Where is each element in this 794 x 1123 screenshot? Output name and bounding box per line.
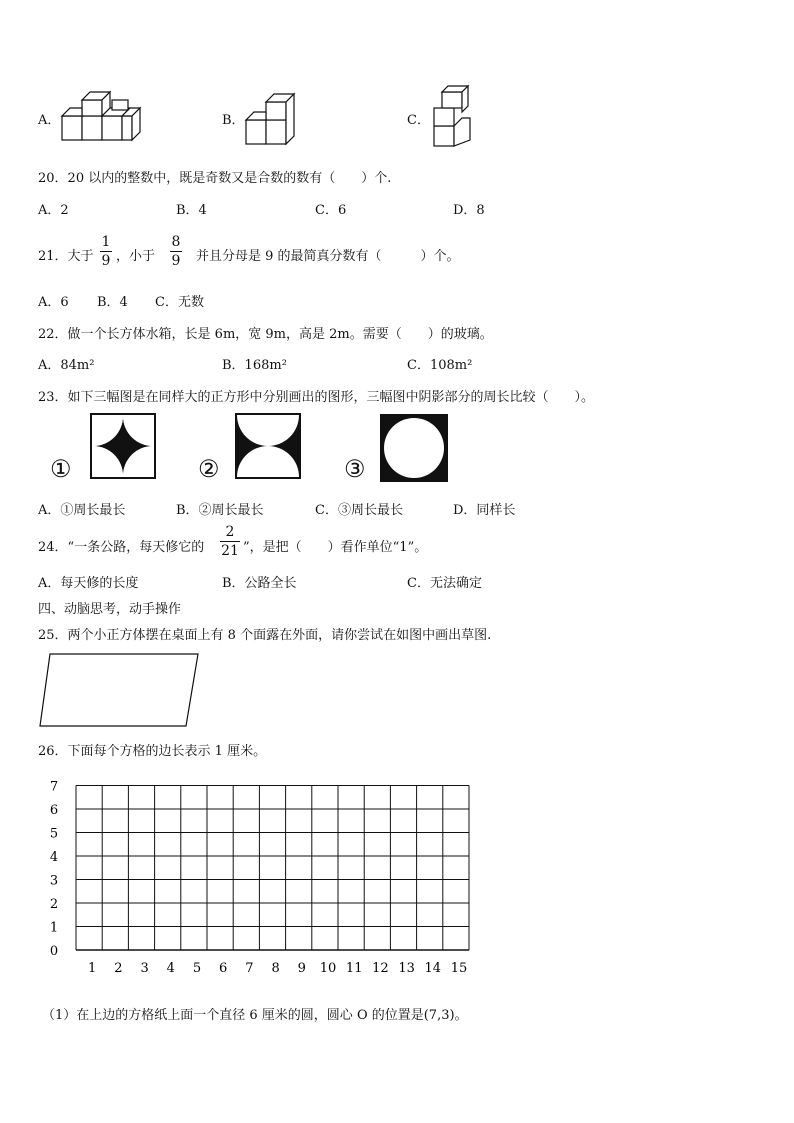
q21-option-c: C．无数 xyxy=(155,295,204,310)
x-axis-tick-label: 1 xyxy=(88,961,97,976)
q24-fraction-numerator: 2 xyxy=(225,524,235,540)
q24-prefix: 24．“一条公路，每天修它的 xyxy=(38,540,205,555)
q23-figure-3-label: ③ xyxy=(344,455,366,483)
x-axis-tick-label: 4 xyxy=(166,961,175,976)
q23-figure-2-label: ② xyxy=(198,455,220,483)
q22-option-b: B．168m² xyxy=(222,358,287,373)
q19-option-a-figure xyxy=(60,88,144,148)
x-axis-tick-label: 15 xyxy=(450,961,468,976)
q21-option-b: B．4 xyxy=(97,295,128,310)
q24-option-a: A．每天修的长度 xyxy=(38,576,139,591)
x-axis-tick-label: 12 xyxy=(372,961,389,976)
y-axis-tick-label: 2 xyxy=(49,897,59,912)
q21-suffix: 并且分母是 9 的最简真分数有（ ）个。 xyxy=(196,249,460,264)
q23-option-d: D．同样长 xyxy=(453,503,516,518)
q20-option-a: A．2 xyxy=(38,203,69,218)
q21-fraction-1-numerator: 1 xyxy=(101,234,111,250)
y-axis-tick-label: 0 xyxy=(49,944,59,959)
x-axis-tick-label: 10 xyxy=(319,961,337,976)
q23-figure-1 xyxy=(90,413,156,479)
q23-figure-2 xyxy=(235,413,301,479)
q21-fraction-2 xyxy=(170,234,182,269)
q24-fraction xyxy=(220,524,240,559)
q26-stem: 26．下面每个方格的边长表示 1 厘米。 xyxy=(38,744,267,759)
q25-stem: 25．两个小正方体摆在桌面上有 8 个面露在外面，请你尝试在如图中画出草图. xyxy=(38,628,492,643)
x-axis-tick-label: 13 xyxy=(398,961,415,976)
q23-stem: 23．如下三幅图是在同样大的正方形中分别画出的图形，三幅图中阴影部分的周长比较（ ）。 xyxy=(38,390,595,405)
q21-prefix: 21．大于 xyxy=(38,249,94,264)
q22-stem: 22．做一个长方体水箱，长是 6m，宽 9m，高是 2m。需要（ ）的玻璃。 xyxy=(38,327,493,342)
q23-figure-1-label: ① xyxy=(50,455,72,483)
x-axis-tick-label: 2 xyxy=(114,961,123,976)
q24-option-b: B．公路全长 xyxy=(222,576,297,591)
q21-fraction-1 xyxy=(100,234,112,269)
y-axis-tick-label: 5 xyxy=(49,826,59,842)
y-axis-tick-label: 3 xyxy=(49,873,59,889)
x-axis-tick-label: 11 xyxy=(345,961,363,976)
q24-option-c: C．无法确定 xyxy=(407,576,482,591)
y-axis-tick-label: 1 xyxy=(49,920,59,936)
q23-figure-3 xyxy=(379,413,449,483)
x-axis-tick-label: 8 xyxy=(271,961,280,976)
q21-fraction-2-numerator: 8 xyxy=(171,234,181,250)
q26-grid xyxy=(40,772,480,980)
q20-stem: 20．20 以内的整数中，既是奇数又是合数的数有（ ）个. xyxy=(38,171,392,186)
x-axis-tick-label: 14 xyxy=(424,961,442,976)
y-axis-tick-label: 4 xyxy=(49,850,59,865)
q19-option-b-figure xyxy=(244,90,304,150)
q23-option-c: C．③周长最长 xyxy=(315,503,403,518)
y-axis-tick-label: 6 xyxy=(49,803,59,818)
section-4-title: 四、动脑思考，动手操作 xyxy=(38,602,182,617)
q26-subquestion-1: （1）在上边的方格纸上面一个直径 6 厘米的圆，圆心 O 的位置是(7,3)。 xyxy=(42,1008,468,1023)
q21-mid: ，小于 xyxy=(116,249,156,264)
q21-option-a: A．6 xyxy=(38,295,69,310)
x-axis-tick-label: 6 xyxy=(219,961,228,976)
q24-suffix: ”，是把（ ）看作单位“1”。 xyxy=(243,540,428,555)
q21-fraction-2-denominator: 9 xyxy=(171,253,181,269)
q19-option-c-figure xyxy=(430,84,480,150)
q24-fraction-denominator: 21 xyxy=(221,543,239,559)
q19-option-c-label: C． xyxy=(407,113,430,128)
x-axis-tick-label: 3 xyxy=(140,961,149,976)
x-axis-tick-label: 9 xyxy=(297,961,306,976)
q19-option-a-label: A． xyxy=(38,113,61,128)
q23-option-b: B．②周长最长 xyxy=(176,503,264,518)
q19-option-b-label: B． xyxy=(222,113,245,128)
q25-parallelogram xyxy=(38,652,200,728)
x-axis-tick-label: 5 xyxy=(192,961,202,976)
q20-option-d: D．8 xyxy=(453,203,485,218)
q21-fraction-1-denominator: 9 xyxy=(101,253,111,269)
q22-option-c: C．108m² xyxy=(407,358,473,373)
y-axis-tick-label: 7 xyxy=(49,779,59,795)
x-axis-tick-label: 7 xyxy=(245,961,254,976)
q22-option-a: A．84m² xyxy=(38,358,95,373)
q23-option-a: A．①周长最长 xyxy=(38,503,126,518)
q20-option-b: B．4 xyxy=(176,203,207,218)
q20-option-c: C．6 xyxy=(315,203,347,218)
